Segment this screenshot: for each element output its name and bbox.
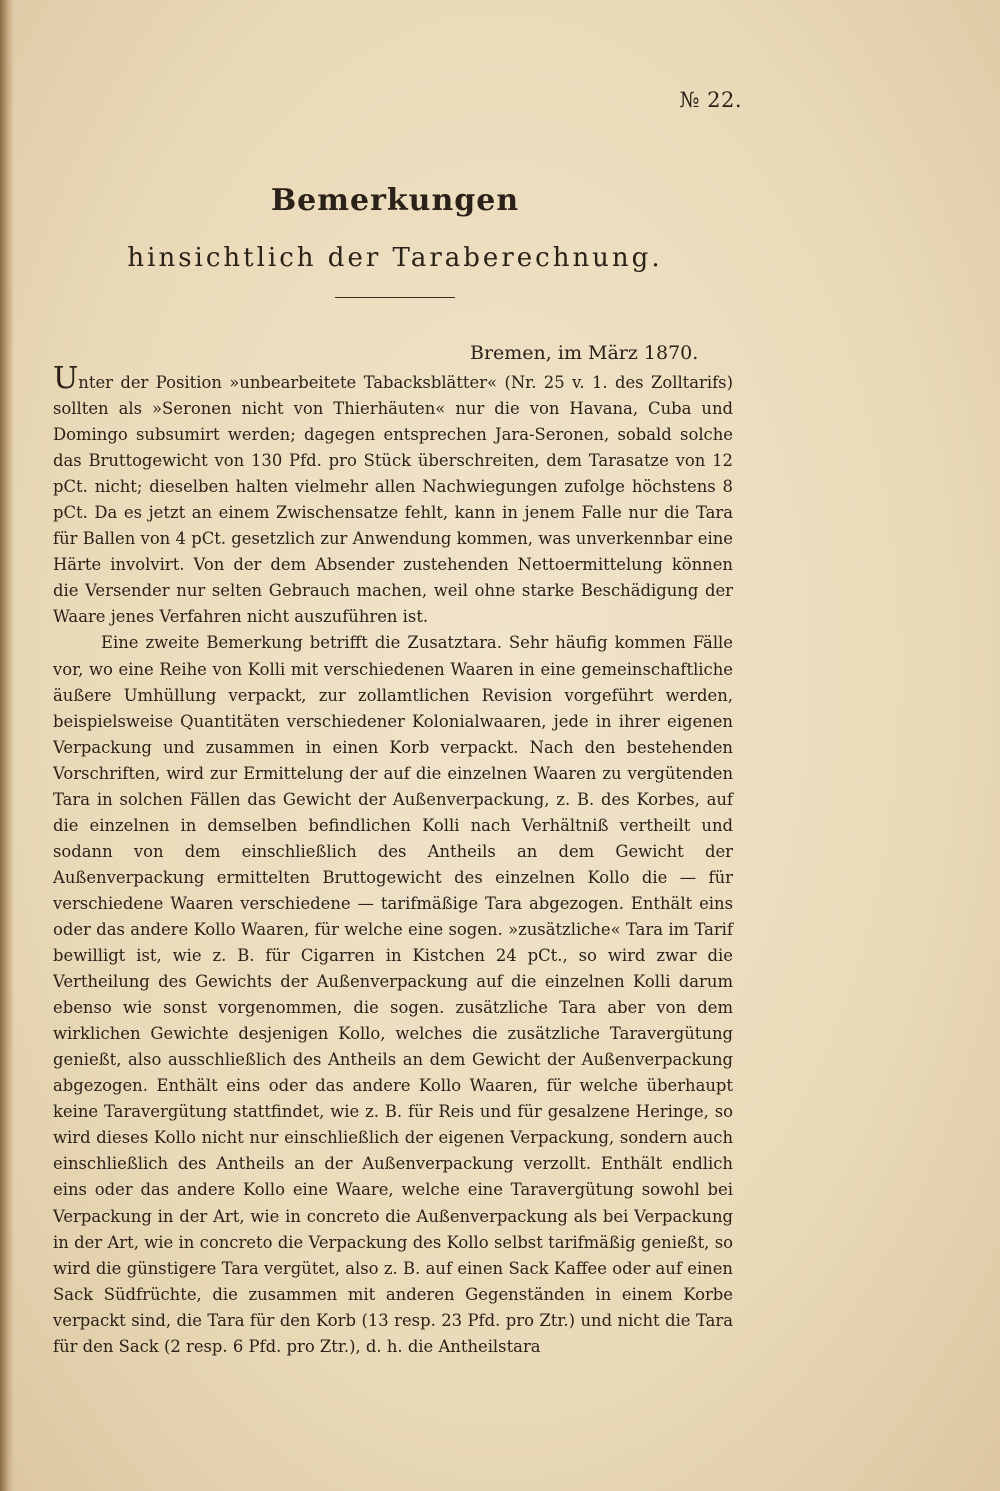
dateline: Bremen, im März 1870. bbox=[470, 342, 699, 364]
title-divider bbox=[335, 297, 455, 298]
page-number: № 22. bbox=[679, 88, 742, 112]
document-subtitle: hinsichtlich der Taraberechnung. bbox=[127, 243, 663, 273]
page-binding-edge bbox=[0, 0, 14, 1491]
drop-cap: U bbox=[53, 361, 79, 396]
document-title: Bemerkungen bbox=[270, 183, 520, 218]
paragraph-1-text: nter der Position »unbearbeitete Tabacksblätter« (Nr. 25 v. 1. des Zolltarifs) sollten als »Seronen nicht von Thierhäuten« nur die von Havana, Cuba und Domingo subsumirt werden; dagegen entsprechen Jara-Seronen, sobald solche das Bruttogewicht von 130 Pfd. pro Stück überschreiten, dem Tarasatze von 12 pCt. nicht; dieselben halten vielmehr allen Nachwiegungen zufolge höchstens 8 pCt. Da es jetzt an einem Zwischensatze fehlt, kann in jenem Falle nur die Tara für Ballen von 4 pCt. gesetzlich zur Anwendung kommen, was unverkennbar eine Härte involvirt. Von der dem Absender zustehenden Nettoermittelung können die Versender nur selten Gebrauch machen, weil ohne starke Beschädigung der Waare jenes Verfahren nicht auszuführen ist. bbox=[53, 373, 733, 627]
body-text bbox=[53, 361, 733, 1360]
paragraph-2: Eine zweite Bemerkung betrifft die Zusatztara. Sehr häufig kommen Fälle vor, wo eine Reihe von Kolli mit verschiedenen Waaren in eine gemeinschaftliche äußere Umhüllung verpackt, zur zollamtlichen Revision vorgeführt werden, beispielsweise Quantitäten verschiedener Kolonialwaaren, jede in ihrer eigenen Verpackung und zusammen in einen Korb verpackt. Nach den bestehenden Vorschriften, wird zur Ermittelung der auf die einzelnen Waaren zu vergütenden Tara in solchen Fällen das Gewicht der Außenverpackung, z. B. des Korbes, auf die einzelnen in demselben befindlichen Kolli nach Verhältniß vertheilt und sodann von dem einschließlich des Antheils an dem Gewicht der Außenverpackung ermittelten Bruttogewicht des einzelnen Kollo die — für verschiedene Waaren verschiedene — tarifmäßige Tara abgezogen. Enthält eins oder das andere Kollo Waaren, für welche eine sogen. »zusätzliche« Tara im Tarif bewilligt ist, wie z. B. für Cigarren in Kistchen 24 pCt., so wird zwar die Vertheilung des Gewichts der Außenverpackung auf die einzelnen Kolli darum ebenso wie sonst vorgenommen, die sogen. zusätzliche Tara aber von dem wirklichen Gewichte desjenigen Kollo, welches die zusätzliche Taravergütung genießt, also ausschließlich des Antheils an dem Gewicht der Außenverpackung abgezogen. Enthält eins oder das andere Kollo Waaren, für welche überhaupt keine Taravergütung stattfindet, wie z. B. für Reis und für gesalzene Heringe, so wird dieses Kollo nicht nur einschließlich der eigenen Verpackung, sondern auch einschließlich des Antheils an der Außenverpackung verzollt. Enthält endlich eins oder das andere Kollo eine Waare, welche eine Taravergütung sowohl bei Verpackung in der Art, wie in concreto die Außenverpackung als bei Verpackung in der Art, wie in concreto die Verpackung des Kollo selbst tarifmäßig genießt, so wird die günstigere Tara vergütet, also z. B. auf einen Sack Kaffee oder auf einen Sack Südfrüchte, die zusammen mit anderen Gegenständen in einem Korbe verpackt sind, die Tara für den Korb (13 resp. 23 Pfd. pro Ztr.) und nicht die Tara für den Sack (2 resp. 6 Pfd. pro Ztr.), d. h. die Antheilstara bbox=[53, 633, 733, 1356]
paragraph-1 bbox=[53, 361, 733, 630]
